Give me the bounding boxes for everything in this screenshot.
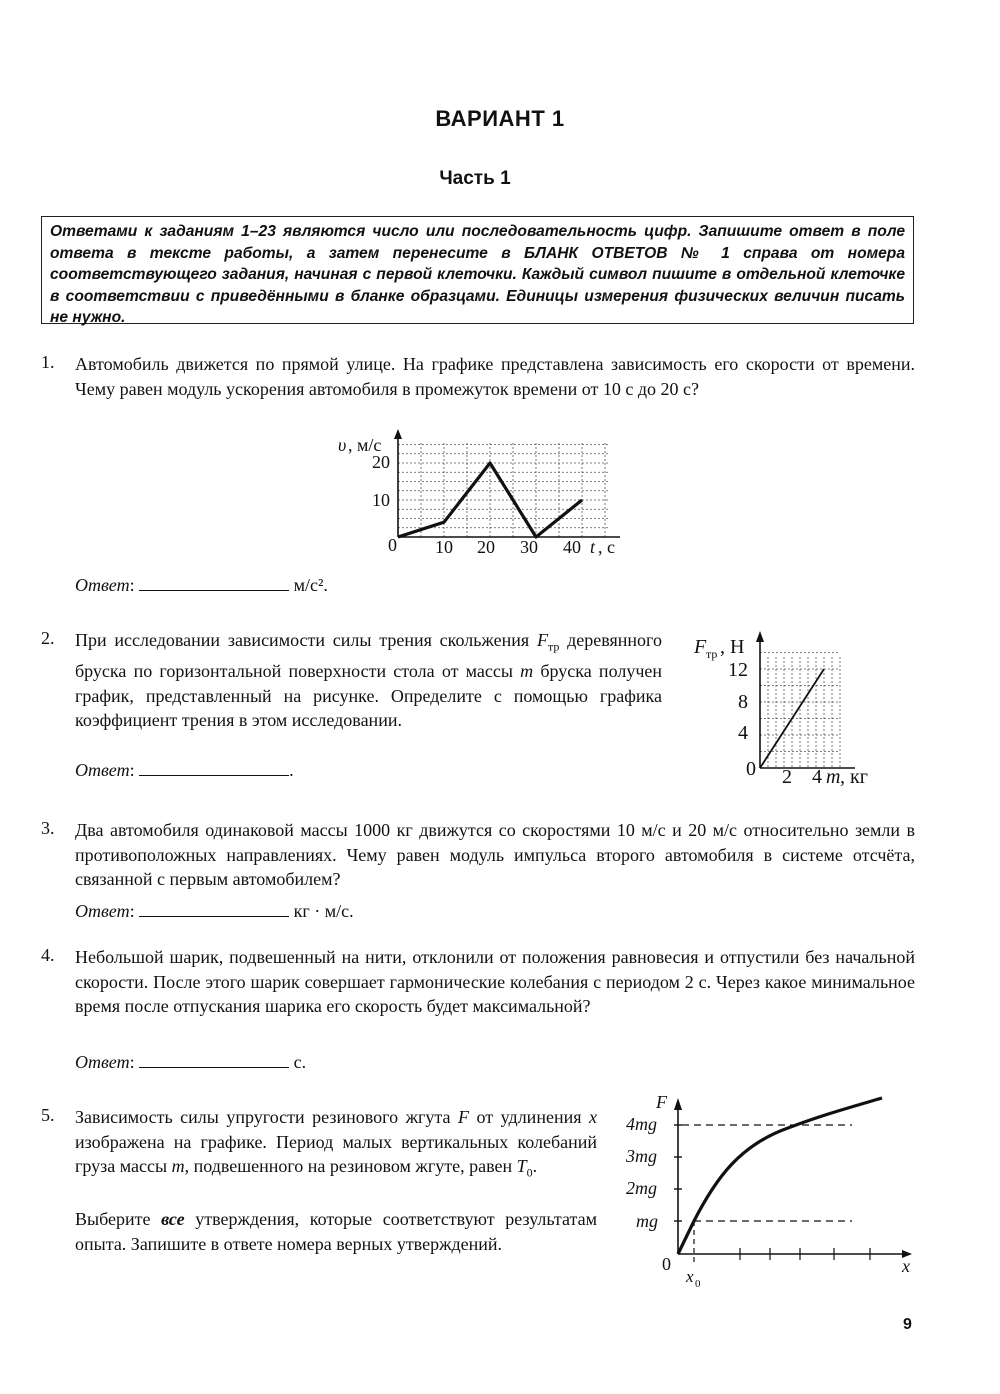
task-2-text: При исследовании зависимости силы трения скольжения $F_{тр}$ деревянного бруска по горизонтальной поверхности стола от массы m бруска получен график, представленный на рисунке. Определите с помощью графика коэффициент трения в этом исследовании. xyxy=(75,630,662,731)
y-tick-label: 4 xyxy=(738,722,748,744)
answer-label: Ответ xyxy=(75,760,130,780)
task-number: 5. xyxy=(41,1105,55,1125)
task-number: 4. xyxy=(41,945,55,965)
x0-label-subscript: 0 xyxy=(695,1278,701,1290)
y-axis-label: F xyxy=(656,1092,667,1112)
answer-row-4: Ответ: с. xyxy=(75,1052,307,1072)
answer-row-3: Ответ: кг · м/с. xyxy=(75,901,354,921)
x-tick-label: 20 xyxy=(477,537,495,557)
instructions-box: Ответами к заданиям 1–23 являются число или последовательность цифр. Запишите ответ в поле ответа в тексте работы, а затем перенесите в БЛАНК ОТВЕТОВ № 1 справа от номера соответствующего задания, начиная с первой клеточки. Каждый символ пишите в отдельной клеточке в соответствии с приведёнными в бланке образцами. Единицы измерения физических величин писать не нужно. xyxy=(41,216,914,324)
answer-row-2: Ответ: . xyxy=(75,760,294,780)
answer-label: Ответ xyxy=(75,1052,130,1072)
y-tick-label: 10 xyxy=(372,490,390,510)
x-axis-label: x xyxy=(902,1256,910,1276)
x-tick-label: 30 xyxy=(520,537,538,557)
force-elongation-graph xyxy=(620,1090,920,1295)
task-number: 2. xyxy=(41,628,55,648)
answer-label: Ответ xyxy=(75,575,130,595)
y-label-symbol: F xyxy=(694,636,707,658)
task-number: 3. xyxy=(41,818,55,838)
answer-unit: . xyxy=(289,760,294,780)
answer-field-2[interactable] xyxy=(139,761,289,776)
answer-field-4[interactable] xyxy=(139,1053,289,1068)
y-tick-label: 2mg xyxy=(626,1178,657,1198)
x-tick-label: 4 xyxy=(812,766,822,788)
answer-field-3[interactable] xyxy=(139,902,289,917)
y-tick-label: 20 xyxy=(372,452,390,472)
x-tick-label: 10 xyxy=(435,537,453,557)
task-4-text: Небольшой шарик, подвешенный на нити, отклонили от положения равновесия и отпустили без начальной скорости. После этого шарик совершает гармонические колебания с периодом 2 с. Через какое минимальное время после отпускания шарика его скорость будет максимальной? xyxy=(75,947,915,1016)
y-label-unit: , Н xyxy=(720,636,745,658)
origin-label: 0 xyxy=(662,1254,671,1274)
x-label-symbol: m xyxy=(826,766,841,788)
y-label-symbol: υ xyxy=(338,435,347,455)
part-title: Часть 1 xyxy=(439,168,511,189)
velocity-time-graph xyxy=(320,425,640,565)
y-tick-label: 8 xyxy=(738,691,748,713)
y-axis-arrow xyxy=(756,631,764,642)
x-tick-label: 40 xyxy=(563,537,581,557)
graph-grid xyxy=(398,443,610,537)
answer-unit: м/с². xyxy=(293,575,328,595)
y-tick-label: 4mg xyxy=(626,1114,657,1134)
answer-row-1: Ответ: м/с². xyxy=(75,575,328,595)
x-tick-label: 2 xyxy=(782,766,792,788)
task-3-text: Два автомобиля одинаковой массы 1000 кг движутся со скоростями 10 м/с и 20 м/с относительно земли в противоположных направлениях. Чему равен модуль импульса второго автомобиля в системе отсчёта, связанной с первым автомобилем? xyxy=(75,820,915,889)
y-tick-label: 12 xyxy=(728,659,748,681)
x0-label: x xyxy=(686,1267,694,1286)
task-5-instruction: Выберите все утверждения, которые соответствуют результатам опыта. Запишите в ответе номера верных утверждений. xyxy=(75,1209,597,1254)
task-number: 1. xyxy=(41,352,55,372)
y-axis-arrow xyxy=(394,429,402,439)
page-number: 9 xyxy=(903,1316,912,1333)
friction-mass-graph xyxy=(690,625,950,795)
variant-title: ВАРИАНТ 1 xyxy=(435,106,565,131)
x-label-unit: , кг xyxy=(840,766,868,788)
task-1-text: Автомобиль движется по прямой улице. На графике представлена зависимость его скорости от времени. Чему равен модуль ускорения автомобиля в промежуток времени от 10 с до 20 с? xyxy=(75,354,915,399)
answer-field-1[interactable] xyxy=(139,576,289,591)
y-tick-label: mg xyxy=(636,1211,658,1231)
origin-label: 0 xyxy=(746,758,756,780)
x-label-unit: , с xyxy=(598,537,615,557)
x-label-symbol: t xyxy=(590,537,596,557)
y-label-unit: , м/с xyxy=(348,435,382,455)
force-curve xyxy=(678,1098,882,1254)
answer-unit: с. xyxy=(293,1052,307,1072)
origin-label: 0 xyxy=(388,535,397,555)
y-axis-arrow xyxy=(674,1098,682,1110)
answer-label: Ответ xyxy=(75,901,130,921)
y-label-subscript: тр xyxy=(706,647,718,661)
y-tick-label: 3mg xyxy=(626,1146,657,1166)
answer-unit: кг · м/с. xyxy=(293,901,354,921)
task-5-text: Зависимость силы упругости резинового жгута F от удлинения x изображена на графике. Период малых вертикальных колебаний груза массы m, подвешенного на резиновом жгуте, равен $T_0$. xyxy=(75,1107,598,1180)
